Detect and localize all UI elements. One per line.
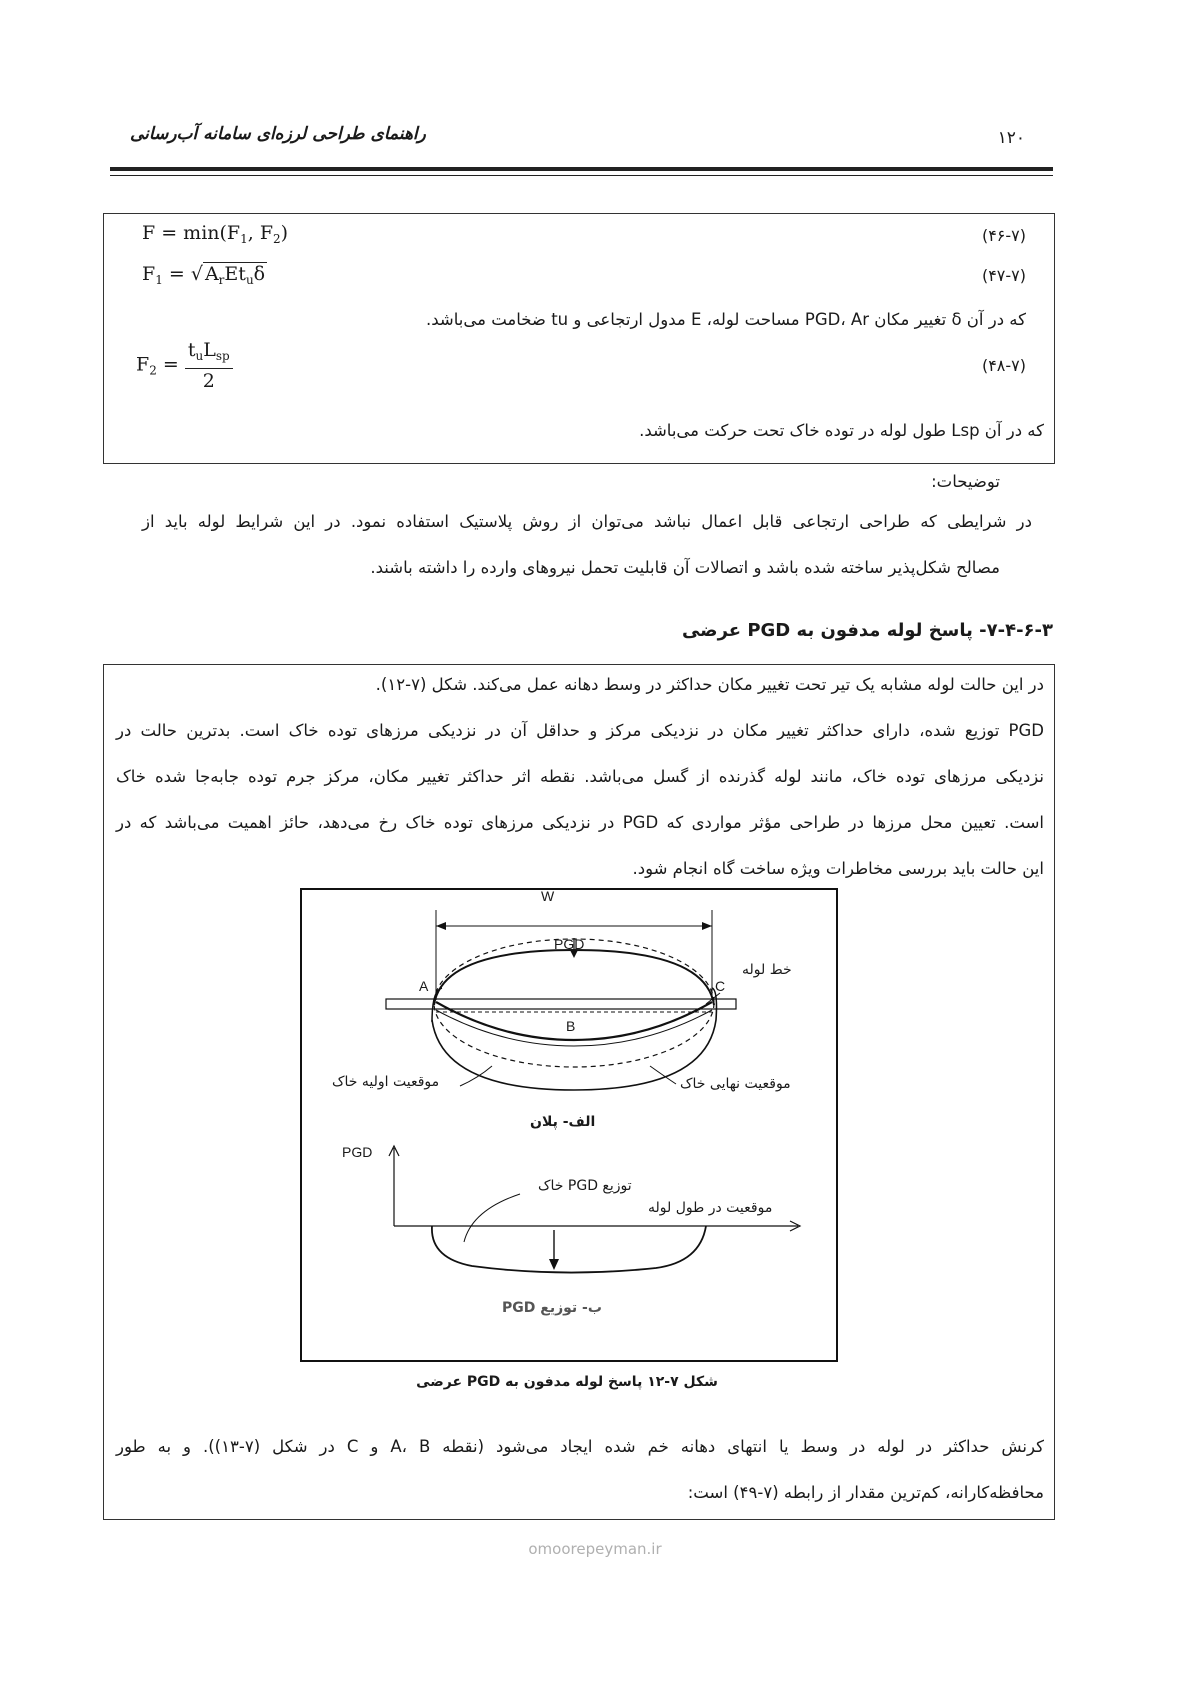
label-a: A [419, 978, 429, 994]
equation-46-number: (۴۶-۷) [981, 226, 1026, 245]
equation-48-explanation: که در آن Lsp طول لوله در توده خاک تحت حرکت می‌باشد. [639, 421, 1044, 440]
label-initial-soil: موقعیت اولیه خاک [332, 1074, 440, 1090]
label-w: W [541, 888, 555, 904]
body-line-3: نزدیکی مرزهای توده خاک، مانند لوله گذرنده از گسل می‌باشد. نقطه اثر حداکثر تغییر مکان، مرکز جرم توده جابه‌جا شده خاک [116, 767, 1044, 786]
header-rule-thick [110, 167, 1053, 171]
body-line-7: محافظه‌کارانه، کم‌ترین مقدار از رابطه (۷-۴۹) است: [687, 1483, 1044, 1502]
equation-46: $F = \min(F_1$, $F_2$) [142, 222, 289, 246]
running-title: راهنمای طراحی لرزه‌ای سامانه آب‌رسانی [130, 124, 426, 144]
label-c: C [715, 978, 726, 994]
subfigure-a-label: الف- پلان [530, 1114, 596, 1130]
equation-47-number: (۴۷-۷) [981, 266, 1026, 285]
equation-47-explanation: که در آن δ تغییر مکان PGD، Ar مساحت لوله، E مدول ارتجاعی و tu ضخامت می‌باشد. [426, 310, 1026, 329]
notes-label: توضیحات: [931, 472, 1000, 491]
axis-x-label: موقعیت در طول لوله [648, 1200, 773, 1216]
label-pgd-top: PGD [554, 936, 585, 952]
body-line-1: در این حالت لوله مشابه یک تیر تحت تغییر مکان حداکثر در وسط دهانه عمل می‌کند. شکل (۷-۱۲). [375, 675, 1044, 694]
figure-caption: شکل ۷-۱۲ پاسخ لوله مدفون به PGD عرضی [416, 1374, 718, 1390]
equation-47: $F_1$ = √ $A_rEt_u\delta$ [142, 263, 266, 287]
formula-box [103, 213, 1055, 464]
label-final-soil: موقعیت نهایی خاک [680, 1076, 791, 1092]
body-line-6: کرنش حداکثر در لوله در وسط یا انتهای دهانه خم شده ایجاد می‌شود (نقطه A، B و C در شکل (۷-۱۳)). و به طور [116, 1437, 1044, 1456]
body-line-4: است. تعیین محل مرزها در طراحی مؤثر مواردی که PGD در نزدیکی مرزهای توده خاک رخ می‌دهد، حائز اهمیت می‌باشد که در [116, 813, 1044, 832]
axis-y-label: PGD [342, 1144, 373, 1160]
figure-frame [300, 888, 838, 1362]
header-rule-thin [110, 175, 1053, 176]
label-b: B [566, 1018, 576, 1034]
body-line-2: PGD توزیع شده، دارای حداکثر تغییر مکان در نزدیکی مرکز و حداقل آن در نزدیکی مرزهای توده خاک است. بدترین حالت در [116, 721, 1044, 740]
label-distribution: توزیع PGD خاک [538, 1178, 632, 1194]
equation-48-number: (۴۸-۷) [981, 356, 1026, 375]
notes-line-2: مصالح شکل‌پذیر ساخته شده باشد و اتصالات آن قابلیت تحمل نیروهای وارده را داشته باشند. [370, 558, 1000, 577]
page-number: ۱۲۰ [997, 128, 1025, 148]
subfigure-b-label: ب- توزیع PGD [502, 1300, 602, 1316]
watermark-text: omoorepeyman.ir [528, 1540, 662, 1558]
equation-48: $F_2$ = $\frac{t_uL_{sp}}{2}$ [136, 338, 233, 393]
body-line-5: این حالت باید بررسی مخاطرات ویژه ساخت گاه انجام شود. [632, 859, 1044, 878]
label-pipe-line: خط لوله [742, 962, 792, 978]
section-heading: ۷-۴-۶-۳- پاسخ لوله مدفون به PGD عرضی [681, 620, 1053, 641]
notes-line-1: در شرایطی که طراحی ارتجاعی قابل اعمال نباشد می‌توان از روش پلاستیک استفاده نمود. در این شرایط لوله باید از [142, 512, 1032, 531]
